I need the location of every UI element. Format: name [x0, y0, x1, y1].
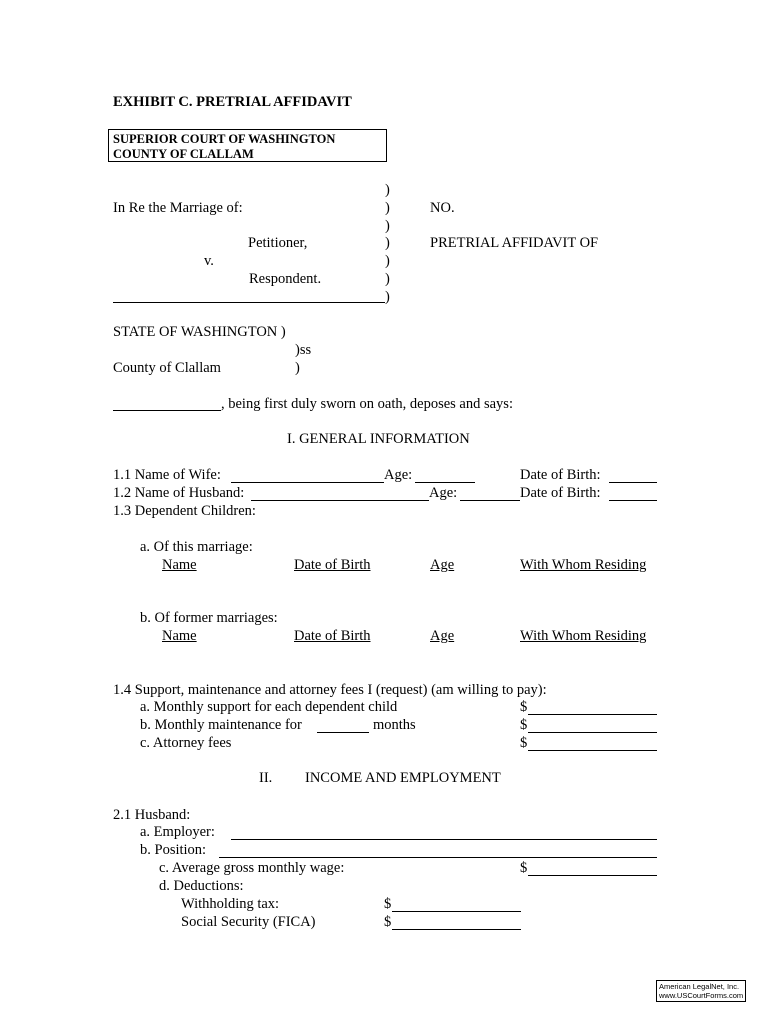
attorney-fees-label: c. Attorney fees [140, 735, 232, 751]
venue-ss: )ss [295, 342, 312, 358]
former-marriages-label: b. Of former marriages: [140, 610, 278, 626]
fica-line[interactable] [392, 929, 521, 930]
husband-name-line[interactable] [251, 500, 429, 501]
wife-name-label: 1.1 Name of Wife: [113, 467, 221, 483]
court-name: SUPERIOR COURT OF WASHINGTON [113, 132, 336, 146]
caption-paren: ) [385, 235, 390, 251]
oath-statement: , being first duly sworn on oath, deposes and says: [221, 396, 513, 412]
currency-sign: $ [520, 717, 528, 733]
affiant-name-line[interactable] [113, 410, 221, 411]
currency-sign: $ [520, 860, 528, 876]
employer-label: a. Employer: [140, 824, 215, 840]
section-heading: INCOME AND EMPLOYMENT [305, 770, 501, 786]
page-title: EXHIBIT C. PRETRIAL AFFIDAVIT [113, 94, 352, 110]
court-box [108, 129, 387, 162]
column-with-whom-residing: With Whom Residing [520, 628, 647, 644]
fica-label: Social Security (FICA) [181, 914, 316, 930]
gross-wage-line[interactable] [528, 875, 657, 876]
currency-sign: $ [520, 699, 528, 715]
child-support-line[interactable] [528, 714, 657, 715]
caption-paren: ) [385, 271, 390, 287]
maintenance-amount-line[interactable] [528, 732, 657, 733]
gross-wage-label: c. Average gross monthly wage: [159, 860, 345, 876]
wife-dob-label: Date of Birth: [520, 467, 601, 483]
wife-age-line[interactable] [415, 482, 475, 483]
column-with-whom-residing: With Whom Residing [520, 557, 647, 573]
caption-paren: ) [385, 200, 390, 216]
husband-dob-label: Date of Birth: [520, 485, 601, 501]
withholding-tax-label: Withholding tax: [181, 896, 280, 912]
currency-sign: $ [520, 735, 528, 751]
caption-paren: ) [385, 253, 390, 269]
respondent-label: Respondent. [249, 271, 322, 287]
attorney-fees-line[interactable] [528, 750, 657, 751]
position-label: b. Position: [140, 842, 207, 858]
position-line[interactable] [219, 857, 657, 858]
maintenance-months-label: months [373, 717, 416, 733]
column-age: Age [430, 628, 455, 644]
case-number-label: NO. [430, 200, 455, 216]
maintenance-label: b. Monthly maintenance for [140, 717, 302, 733]
wife-dob-line[interactable] [609, 482, 657, 483]
column-date-of-birth: Date of Birth [294, 628, 371, 644]
currency-sign: $ [384, 896, 392, 912]
support-heading: 1.4 Support, maintenance and attorney fees I (request) (am willing to pay): [113, 682, 547, 698]
column-name: Name [162, 628, 197, 644]
publisher-footer [656, 980, 746, 1002]
maintenance-months-line[interactable] [317, 732, 369, 733]
employer-line[interactable] [231, 839, 657, 840]
wife-name-line[interactable] [231, 482, 384, 483]
husband-age-line[interactable] [460, 500, 520, 501]
caption-paren: ) [385, 182, 390, 198]
caption-paren: ) [385, 289, 390, 305]
venue-state: STATE OF WASHINGTON ) [113, 324, 286, 340]
husband-dob-line[interactable] [609, 500, 657, 501]
currency-sign: $ [384, 914, 392, 930]
document-title: PRETRIAL AFFIDAVIT OF [430, 235, 599, 251]
section-numeral: II. [259, 770, 273, 786]
caption-paren: ) [385, 218, 390, 234]
petitioner-label: Petitioner, [248, 235, 308, 251]
this-marriage-label: a. Of this marriage: [140, 539, 253, 555]
withholding-tax-line[interactable] [392, 911, 521, 912]
column-age: Age [430, 557, 455, 573]
court-county: COUNTY OF CLALLAM [113, 147, 254, 161]
dependent-children-label: 1.3 Dependent Children: [113, 503, 256, 519]
husband-name-label: 1.2 Name of Husband: [113, 485, 245, 501]
husband-age-label: Age: [429, 485, 458, 501]
footer-company: American LegalNet, Inc. [659, 982, 740, 991]
deductions-label: d. Deductions: [159, 878, 244, 894]
venue-paren: ) [295, 360, 300, 376]
husband-section-label: 2.1 Husband: [113, 807, 191, 823]
wife-age-label: Age: [384, 467, 413, 483]
column-name: Name [162, 557, 197, 573]
child-support-label: a. Monthly support for each dependent child [140, 699, 398, 715]
footer-website: www.USCourtForms.com [659, 991, 744, 1000]
column-date-of-birth: Date of Birth [294, 557, 371, 573]
caption-underline [113, 302, 385, 303]
venue-county: County of Clallam [113, 360, 221, 376]
in-re-label: In Re the Marriage of: [113, 200, 243, 216]
section-heading: I. GENERAL INFORMATION [287, 431, 470, 447]
versus-label: v. [204, 253, 214, 269]
